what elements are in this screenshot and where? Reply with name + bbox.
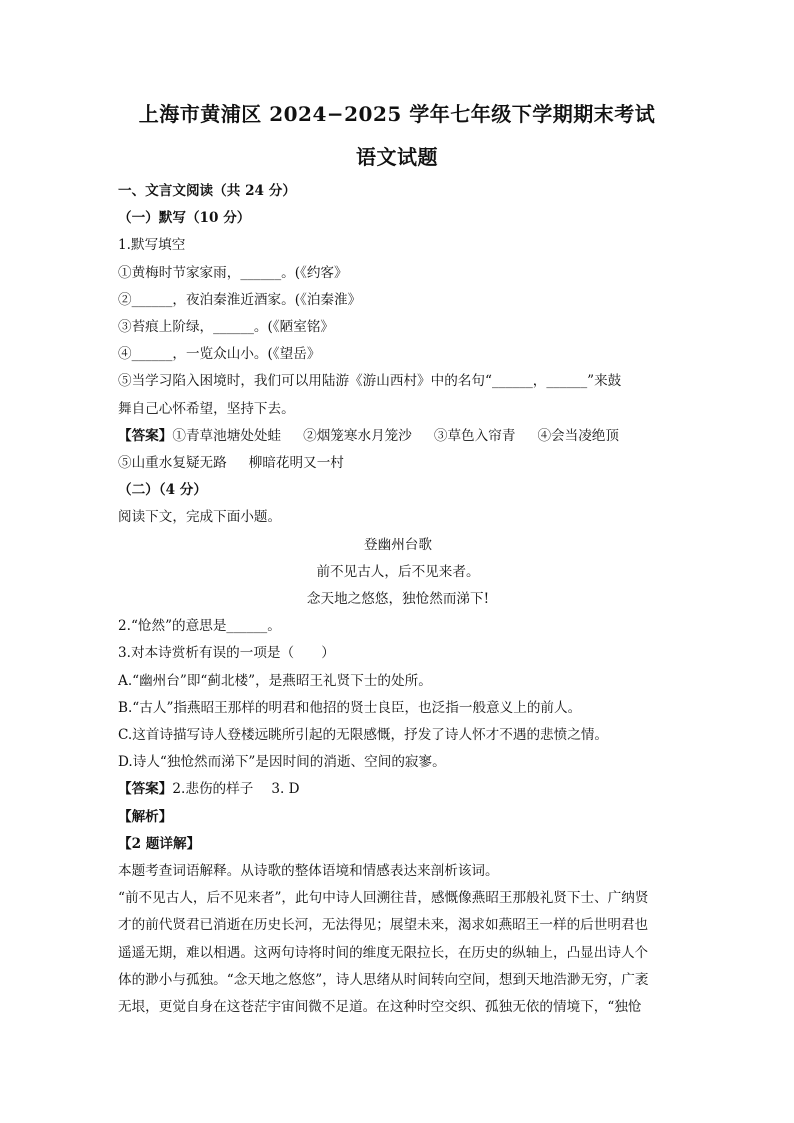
fill-item: ⑤当学习陷入困境时，我们可以用陆游《游山西村》中的名句“______，______”来鼓 bbox=[118, 373, 622, 390]
fill-item: ②______，夜泊秦淮近酒家。(《泊秦淮》 bbox=[118, 291, 362, 308]
poem-line: 念天地之悠悠，独怆然而涕下! bbox=[306, 591, 490, 608]
detail-intro: 本题考查词语解释。从诗歌的整体语境和情感表达来剖析该词。 bbox=[118, 863, 499, 880]
question: 3.对本诗赏析有误的一项是（ ） bbox=[118, 645, 335, 662]
answer-line bbox=[118, 423, 678, 450]
option-b: B.“古人”指燕昭王那样的明君和他招的贤士良臣，也泛指一般意义上的前人。 bbox=[118, 699, 582, 716]
fill-item: ④______，一览众山小。(《望岳》 bbox=[118, 346, 321, 363]
fill-item: ①黄梅时节家家雨，______。(《约客》 bbox=[118, 264, 348, 281]
section-heading: 一、文言文阅读（共 24 分） bbox=[118, 183, 296, 199]
part-heading: （二）（4 分） bbox=[118, 482, 207, 499]
detail-line: 遥遥无期，难以相遇。这两句诗将时间的维度无限拉长，在历史的纵轴上，凸显出诗人个 bbox=[118, 944, 649, 961]
fill-item-continued: 舞自己心怀希望，坚持下去。 bbox=[118, 400, 295, 417]
answer-item: ①青草池塘处处蛙 bbox=[172, 427, 282, 444]
answer-label: 【答案】 bbox=[118, 781, 173, 798]
question: 2.“怆然”的意思是______。 bbox=[118, 618, 281, 635]
answer-item: ④会当凌绝顶 bbox=[537, 427, 619, 444]
detail-line: 体的渺小与孤独。“念天地之悠悠”，诗人思绪从时间转向空间，想到天地浩渺无穷，广袤 bbox=[118, 971, 649, 988]
option-d: D.诗人“独怆然而涕下”是因时间的消逝、空间的寂寥。 bbox=[118, 754, 446, 771]
detail-label: 【2 题详解】 bbox=[118, 835, 201, 852]
detail-line: 才的前代贤君已消逝在历史长河，无法得见；展望未来，渴求如燕昭王一样的后世明君也 bbox=[118, 917, 649, 934]
answer-label: 【答案】 bbox=[118, 427, 173, 444]
answer-item: ②烟笼寒水月笼沙 bbox=[303, 427, 412, 444]
document-body bbox=[118, 178, 678, 1021]
option-a: A.“幽州台”即“蓟北楼”，是燕昭王礼贤下士的处所。 bbox=[118, 672, 432, 689]
question-label: 1.默写填空 bbox=[118, 237, 186, 254]
answer-item: ③草色入帘青 bbox=[433, 427, 516, 444]
analysis-label: 【解析】 bbox=[118, 808, 173, 825]
exam-title: 上海市黄浦区 2024−2025 学年七年级下学期期末考试 bbox=[138, 102, 656, 126]
answer-item: 2.悲伤的样子 bbox=[172, 781, 254, 798]
poem-title: 登幽州台歌 bbox=[364, 536, 432, 553]
detail-line: “前不见古人，后不见来者”，此句中诗人回溯往昔，感慨像燕昭王那般礼贤下士、广纳贤 bbox=[118, 890, 649, 907]
answer-item: ⑤山重水复疑无路 bbox=[118, 455, 227, 472]
instruction: 阅读下文，完成下面小题。 bbox=[118, 509, 282, 526]
exam-subtitle: 语文试题 bbox=[356, 145, 438, 169]
answer-line bbox=[118, 776, 678, 803]
answer-item: 柳暗花明又一村 bbox=[248, 455, 344, 472]
poem-line: 前不见古人，后不见来者。 bbox=[316, 563, 480, 580]
detail-line: 无垠，更觉自身在这苍茫宇宙间微不足道。在这种时空交织、孤独无依的情境下，“独怆 bbox=[118, 999, 642, 1016]
answer-line bbox=[118, 450, 678, 477]
answer-item: 3. D bbox=[271, 781, 300, 798]
fill-item: ③苔痕上阶绿，______。(《陋室铭》 bbox=[118, 319, 335, 336]
option-c: C.这首诗描写诗人登楼远眺所引起的无限感慨，抒发了诗人怀才不遇的悲愤之情。 bbox=[118, 727, 609, 744]
part-heading: （一）默写（10 分） bbox=[118, 210, 251, 227]
